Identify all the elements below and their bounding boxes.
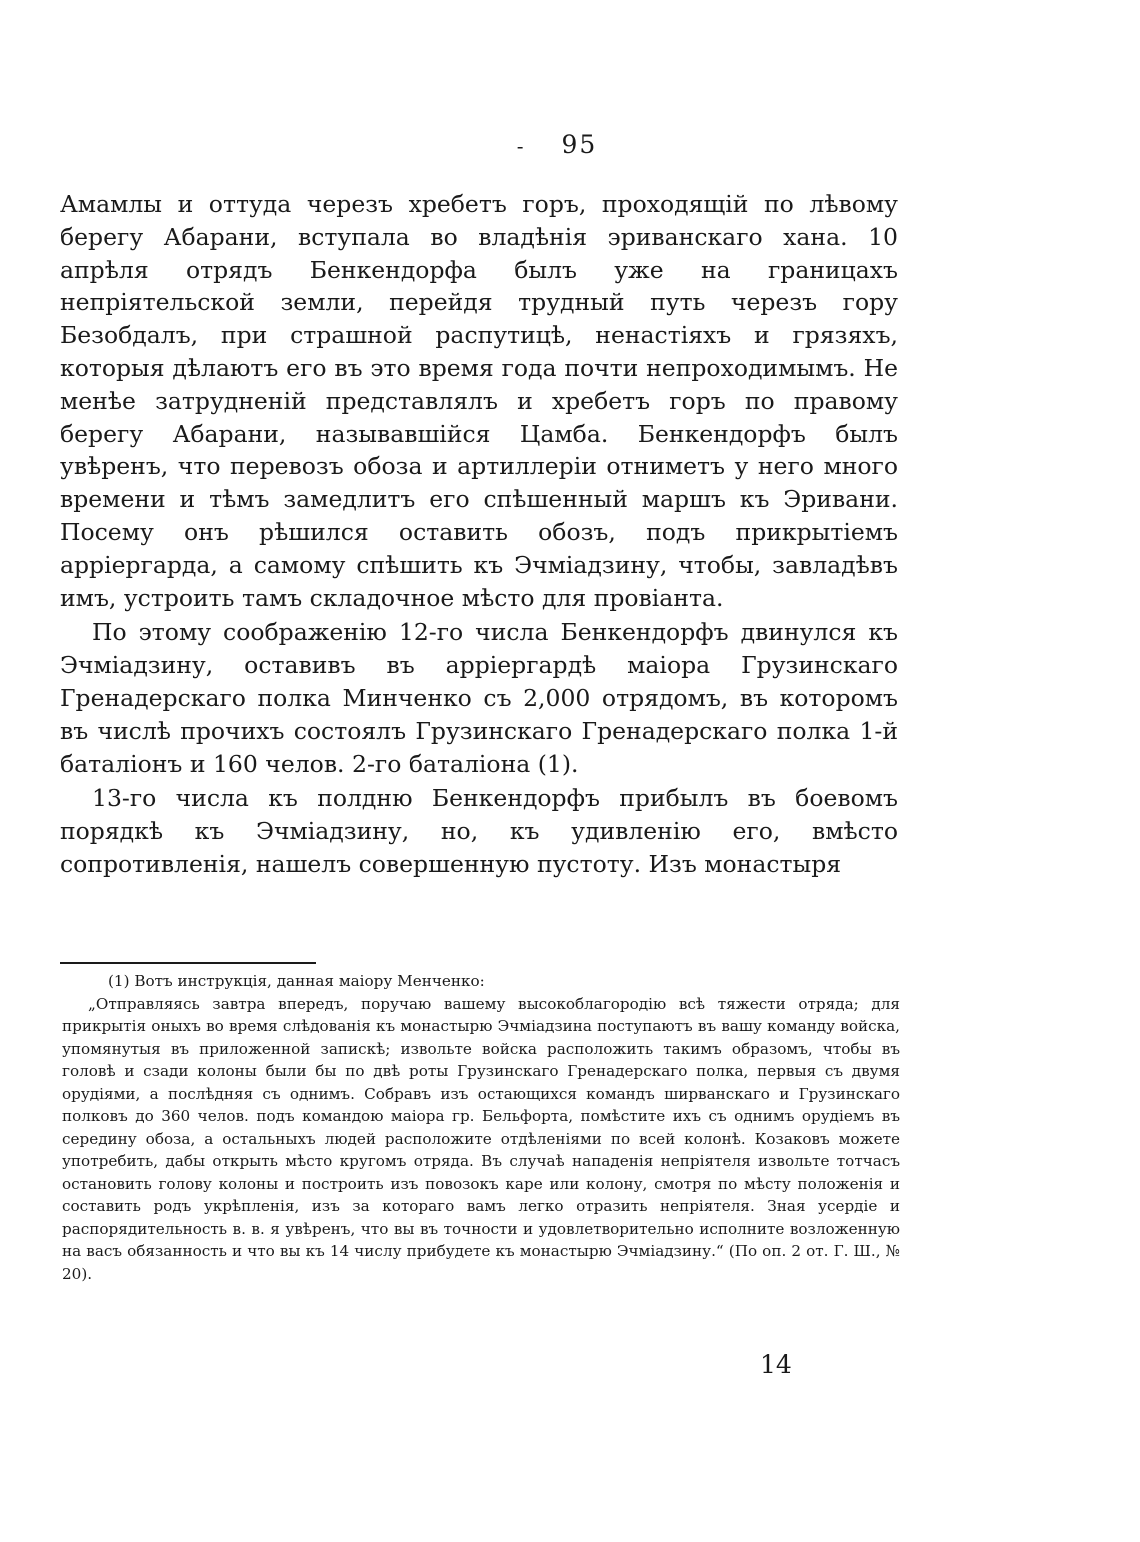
footnote-divider — [60, 962, 316, 964]
paragraph-1: Амамлы и оттуда черезъ хребетъ горъ, проходящій по лѣвому берегу Абарани, вступала во владѣнія эриванскаго хана. 10 апрѣля отрядъ Бенкендорфа былъ уже на границахъ непріятельской земли, перейдя трудный путь черезъ гору Безобдалъ, при страшной распутицѣ, ненастіяхъ и грязяхъ, которыя дѣлаютъ его въ это время года почти непроходимымъ. Не менѣе затрудненій представлялъ и хребетъ горъ по правому берегу Абарани, называвшійся Цамба. Бенкендорфъ былъ увѣренъ, что перевозъ обоза и артиллеріи отниметъ у него много времени и тѣмъ замедлитъ его спѣшенный маршъ къ Эривани. Посему онъ рѣшился оставить обозъ, подъ прикрытіемъ арріергарда, а самому спѣшить къ Эчміадзину, чтобы, завладѣвъ имъ, устроить тамъ складочное мѣсто для провіанта. — [60, 190, 898, 612]
header-dash: - — [516, 134, 526, 158]
paragraph-2: По этому соображенію 12-го числа Бенкендорфъ двинулся къ Эчміадзину, оставивъ въ арріергардѣ маіора Грузинскаго Гренадерскаго полка Минченко съ 2,000 отрядомъ, въ которомъ въ числѣ прочихъ состоялъ Грузинскаго Гренадерскаго полка 1-й баталіонъ и 160 челов. 2-го баталіона (1). — [60, 618, 898, 778]
footnote-title: (1) Вотъ инструкція, данная маіору Менченко: — [108, 972, 485, 990]
paragraph-3: 13-го числа къ полдню Бенкендорфъ прибылъ въ боевомъ порядкѣ къ Эчміадзину, но, къ удивленію его, вмѣсто сопротивленія, нашелъ совершенную пустоту. Изъ монастыря — [60, 784, 898, 878]
page-header — [0, 130, 1140, 159]
footnote — [62, 970, 900, 1285]
footnote-text: „Отправляясь завтра впередъ, поручаю вашему высокоблагородію всѣ тяжести отряда; для прикрытія оныхъ во время слѣдованія къ монастырю Эчміадзина поступаютъ въ вашу команду войска, упомянутыя въ приложенной запискѣ; извольте войска расположить такимъ образомъ, чтобы въ головѣ и сзади колоны были бы по двѣ роты Грузинскаго Гренадерскаго полка, первыя съ двумя орудіями, а послѣдняя съ однимъ. Собравъ изъ остающихся командъ ширванскаго и Грузинскаго полковъ до 360 челов. подъ командою маіора гр. Бельфорта, помѣстите ихъ съ однимъ орудіемъ въ середину обоза, а остальныхъ людей расположите отдѣленіями по всей колонѣ. Козаковъ можете употребить, дабы открыть мѣсто кругомъ отряда. Въ случаѣ нападенія непріятеля извольте тотчасъ остановить голову колоны и построить изъ повозокъ каре или колону, смотря по мѣсту положенія и составить родъ укрѣпленія, изъ за котораго вамъ легко отразить непріятеля. Зная усердіе и распорядительность в. в. я увѣренъ, что вы въ точности и удовлетворительно исполните возложенную на васъ обязанность и что вы къ 14 числу прибудете къ монастырю Эчміадзину.“ (По оп. 2 от. Г. Ш., № 20). — [62, 994, 900, 1283]
page-number: 95 — [561, 130, 598, 159]
signature-mark: 14 — [760, 1350, 792, 1379]
main-text — [60, 188, 898, 881]
